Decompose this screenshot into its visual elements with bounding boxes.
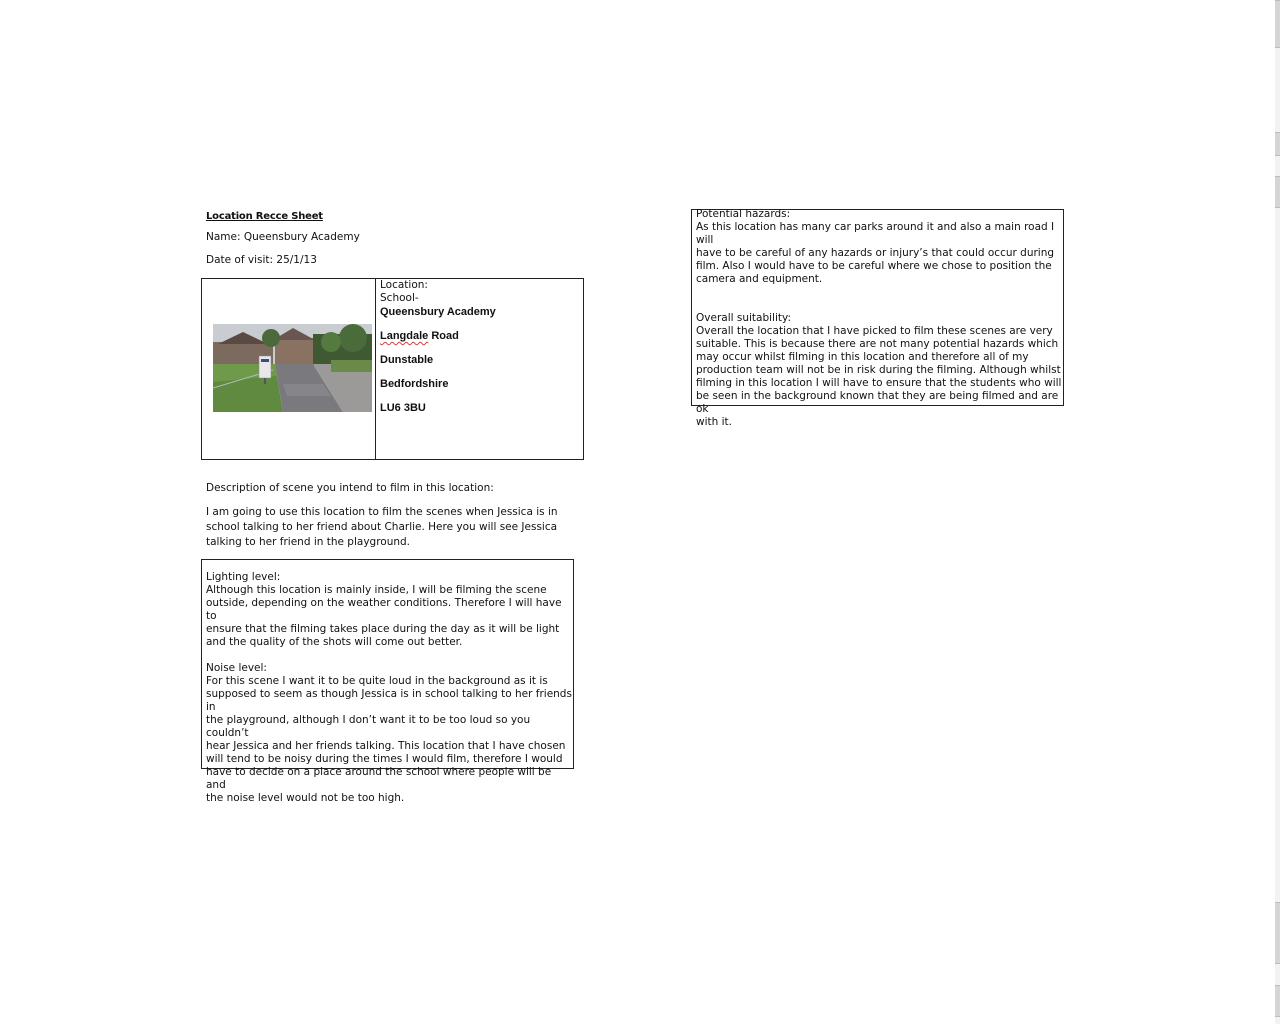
hazards-suitability-box <box>691 208 1064 428</box>
description-line: I am going to use this location to film the scenes when Jessica is in <box>206 506 558 518</box>
noise-heading: Noise level: <box>206 662 267 674</box>
suitability-line: production team will not be in risk during the filming. Although whilst <box>696 364 1061 376</box>
hazards-line: camera and equipment. <box>696 273 823 285</box>
noise-line: the playground, although I don’t want it to be too loud so you couldn’t <box>206 714 531 739</box>
school-name: Queensbury Academy <box>380 306 496 318</box>
suitability-line: Overall the location that I have picked to film these scenes are very <box>696 325 1053 337</box>
suitability-line: suitable. This is because there are not many potential hazards which <box>696 338 1059 350</box>
suitability-line: filming in this location I will have to ensure that the students who will <box>696 377 1062 389</box>
suitability-line: be seen in the background known that they are being filmed and are ok <box>696 390 1059 415</box>
noise-line: will tend to be noisy during the times I would film, therefore I would <box>206 753 563 765</box>
hazards-line: As this location has many car parks around it and also a main road I will <box>696 221 1055 246</box>
suitability-line: with it. <box>696 416 732 428</box>
table-column-divider <box>375 279 376 459</box>
lighting-line: outside, depending on the weather conditions. Therefore I will have to <box>206 597 562 622</box>
hazards-line: film. Also I would have to be careful where we chose to position the <box>696 260 1052 272</box>
road-line <box>380 330 580 343</box>
noise-line: have to decide on a place around the school where people will be and <box>206 766 552 791</box>
street-photo-image <box>213 324 372 412</box>
hazards-heading: Potential hazards: <box>696 208 791 220</box>
name-line: Name: Queensbury Academy <box>206 231 360 243</box>
description-line: school talking to her friend about Charlie. Here you will see Jessica <box>206 521 558 533</box>
noise-line: For this scene I want it to be quite loud in the background as it is <box>206 675 548 687</box>
hazards-line: have to be careful of any hazards or injury’s that could occur during <box>696 247 1055 259</box>
scrollbar-button[interactable] <box>1275 985 1280 1017</box>
lighting-line: ensure that the filming takes place during the day as it will be light <box>206 623 560 635</box>
road-rest: Road <box>428 330 459 342</box>
lighting-heading: Lighting level: <box>206 571 281 583</box>
location-table <box>201 278 584 460</box>
description-line: talking to her friend in the playground. <box>206 536 411 548</box>
lighting-line: Although this location is mainly inside, I will be filming the scene <box>206 584 547 596</box>
scrollbar-button[interactable] <box>1275 132 1280 156</box>
noise-line: hear Jessica and her friends talking. This location that I have chosen <box>206 740 566 752</box>
lighting-noise-box <box>201 559 574 804</box>
school-label: School- <box>380 292 419 304</box>
location-label: Location: <box>380 279 428 291</box>
postcode-line: LU6 3BU <box>380 402 426 414</box>
county-line: Bedfordshire <box>380 378 449 390</box>
noise-line: the noise level would not be too high. <box>206 792 405 804</box>
scrollbar-button[interactable] <box>1275 176 1280 208</box>
noise-line: supposed to seem as though Jessica is in school talking to her friends in <box>206 688 572 713</box>
location-address-cell <box>380 279 580 415</box>
hazards-suitability-content <box>696 208 1062 429</box>
sheet-title: Location Recce Sheet <box>206 211 323 222</box>
suitability-heading: Overall suitability: <box>696 312 791 324</box>
town-line: Dunstable <box>380 354 434 366</box>
road-first-word: Langdale <box>380 330 429 342</box>
lighting-noise-content <box>206 571 572 805</box>
date-of-visit-line: Date of visit: 25/1/13 <box>206 254 317 266</box>
description-heading: Description of scene you intend to film in this location: <box>206 482 494 494</box>
description-body <box>206 505 576 550</box>
scrollbar-thumb[interactable] <box>1275 0 1280 48</box>
scrollbar-button[interactable] <box>1275 902 1280 964</box>
suitability-line: may occur whilst filming in this location and therefore all of my <box>696 351 1029 363</box>
location-photo <box>213 324 372 412</box>
lighting-line: and the quality of the shots will come out better. <box>206 636 463 648</box>
